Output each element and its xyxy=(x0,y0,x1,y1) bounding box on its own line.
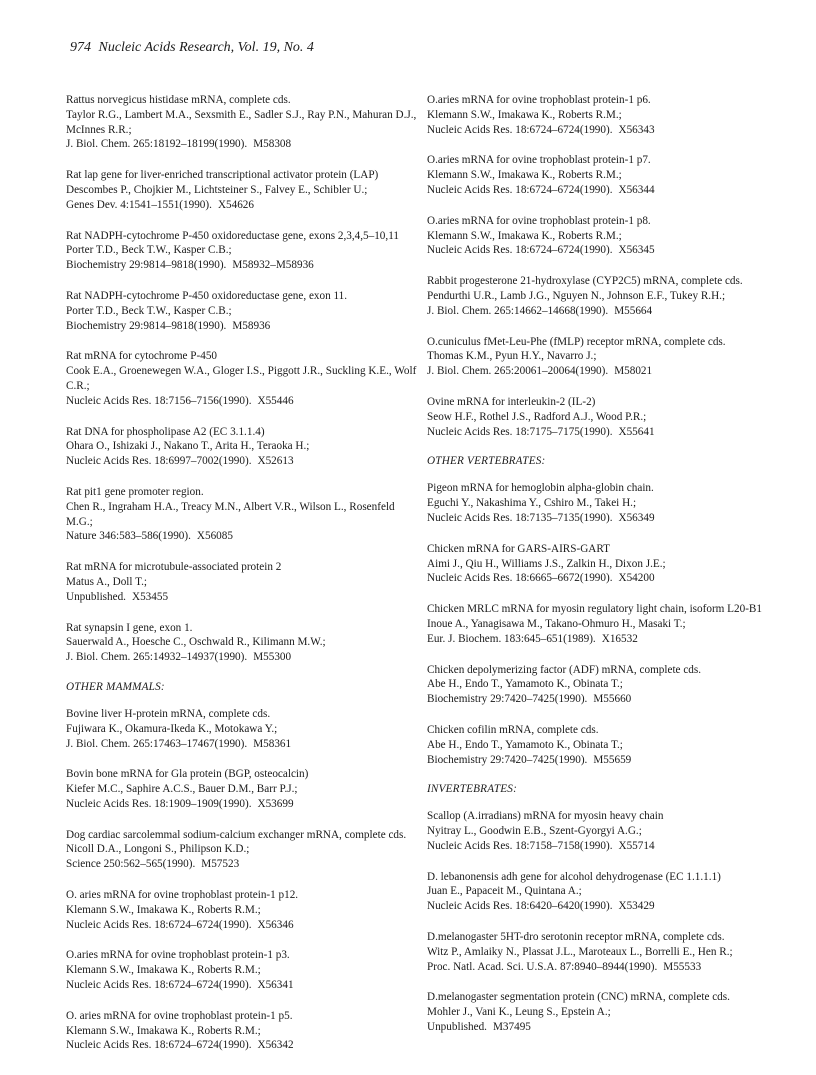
entry-citation-line xyxy=(66,198,422,213)
entry-title: Rat NADPH-cytochrome P-450 oxidoreductase gene, exons 2,3,4,5–10,11 xyxy=(66,229,399,242)
entry-citation-line xyxy=(66,319,422,334)
entry-title: Rat mRNA for cytochrome P-450 xyxy=(66,350,218,363)
entry-title: O.cuniculus fMet-Leu-Phe (fMLP) receptor mRNA, complete cds. xyxy=(427,335,726,348)
entry-citation-line xyxy=(66,454,422,469)
entry-authors: Nicoll D.A., Longoni S., Philipson K.D.; xyxy=(66,843,250,856)
entry-authors: Seow H.F., Rothel J.S., Radford A.J., Wood P.R.; xyxy=(427,410,647,423)
entry-citation-line xyxy=(427,632,783,647)
section-heading: OTHER MAMMALS: xyxy=(66,680,165,693)
entry-citation: Biochemistry 29:7420–7425(1990). xyxy=(427,753,588,766)
sequence-entry xyxy=(427,335,783,379)
sequence-entry xyxy=(427,870,783,914)
entry-title: O.aries mRNA for ovine trophoblast protein-1 p6. xyxy=(427,94,651,106)
section-heading: INVERTEBRATES: xyxy=(427,783,518,796)
entry-citation-line xyxy=(66,1038,422,1053)
entry-citation: Nucleic Acids Res. 18:6724–6724(1990). xyxy=(66,1039,252,1052)
entry-citation: Proc. Natl. Acad. Sci. U.S.A. 87:8940–8944(1990). xyxy=(427,960,658,973)
sequence-entry xyxy=(66,888,422,932)
entry-authors: Descombes P., Chojkier M., Lichtsteiner S., Falvey E., Schibler U.; xyxy=(66,183,368,196)
entry-authors: Klemann S.W., Imakawa K., Roberts R.M.; xyxy=(66,903,261,916)
entry-citation: J. Biol. Chem. 265:14932–14937(1990). xyxy=(66,651,248,664)
entry-accession: X55714 xyxy=(618,839,655,852)
journal-title: Nucleic Acids Research, Vol. 19, No. 4 xyxy=(98,40,314,55)
entry-title: Scallop (A.irradians) mRNA for myosin heavy chain xyxy=(427,810,664,823)
sequence-entry xyxy=(427,395,783,439)
entry-accession: M55533 xyxy=(663,960,702,973)
entry-citation: Eur. J. Biochem. 183:645–651(1989). xyxy=(427,632,596,645)
entry-accession: X56341 xyxy=(257,979,294,992)
entry-authors: Thomas K.M., Pyun H.Y., Navarro J.; xyxy=(427,350,597,363)
entry-citation: Nucleic Acids Res. 18:6724–6724(1990). xyxy=(66,918,252,931)
entry-citation: Genes Dev. 4:1541–1551(1990). xyxy=(66,198,212,211)
entry-citation: Nucleic Acids Res. 18:6724–6724(1990). xyxy=(66,979,252,992)
entry-authors: Mohler J., Vani K., Leung S., Epstein A.; xyxy=(427,1006,611,1019)
sequence-entry xyxy=(427,663,783,707)
sequence-entry xyxy=(66,828,422,872)
entry-accession: X56343 xyxy=(618,123,655,136)
entry-citation: Nucleic Acids Res. 18:7135–7135(1990). xyxy=(427,511,613,524)
entry-accession: M58021 xyxy=(614,365,653,378)
entry-citation: Nucleic Acids Res. 18:7158–7158(1990). xyxy=(427,839,613,852)
entry-citation: Biochemistry 29:9814–9818(1990). xyxy=(66,319,227,332)
entry-title: O. aries mRNA for ovine trophoblast protein-1 p12. xyxy=(66,889,299,902)
entry-authors: Eguchi Y., Nakashima Y., Cshiro M., Takei H.; xyxy=(427,497,637,510)
entry-accession: M55300 xyxy=(253,651,292,664)
entry-title: Pigeon mRNA for hemoglobin alpha-globin chain. xyxy=(427,482,654,495)
sequence-entry xyxy=(66,707,422,751)
entry-accession: X56342 xyxy=(257,1039,294,1052)
entry-citation-line xyxy=(427,1020,783,1035)
entry-accession: X53429 xyxy=(618,900,655,913)
entry-accession: X56344 xyxy=(618,183,655,196)
entry-title: D.melanogaster 5HT-dro serotonin receptor mRNA, complete cds. xyxy=(427,931,725,944)
entry-title: Rat pit1 gene promoter region. xyxy=(66,485,204,498)
entry-authors: Juan E., Papaceit M., Quintana A.; xyxy=(427,885,582,898)
entry-citation: Nucleic Acids Res. 18:6724–6724(1990). xyxy=(427,244,613,257)
entry-authors: Klemann S.W., Imakawa K., Roberts R.M.; xyxy=(427,229,622,242)
sequence-entry xyxy=(427,809,783,853)
entry-title: Chicken MRLC mRNA for myosin regulatory light chain, isoform L20-B1 xyxy=(427,603,762,616)
entry-citation-line xyxy=(427,364,783,379)
entry-accession: M58932–M58936 xyxy=(232,259,314,272)
entry-authors: Nyitray L., Goodwin E.B., Szent-Gyorgyi A.G.; xyxy=(427,825,642,838)
entry-authors: Matus A., Doll T.; xyxy=(66,575,148,588)
entry-citation: Biochemistry 29:9814–9818(1990). xyxy=(66,259,227,272)
entry-accession: X54200 xyxy=(618,572,655,585)
entry-authors: Klemann S.W., Imakawa K., Roberts R.M.; xyxy=(427,108,622,121)
entry-citation: Nucleic Acids Res. 18:6724–6724(1990). xyxy=(427,123,613,136)
sequence-entry xyxy=(66,560,422,604)
entry-title: Rat mRNA for microtubule-associated protein 2 xyxy=(66,561,282,574)
entry-accession: M58308 xyxy=(253,138,292,151)
entry-authors: Porter T.D., Beck T.W., Kasper C.B.; xyxy=(66,304,232,317)
entry-title: Chicken cofilin mRNA, complete cds. xyxy=(427,723,599,736)
entry-citation: Nucleic Acids Res. 18:6665–6672(1990). xyxy=(427,572,613,585)
entry-title: Rat DNA for phospholipase A2 (EC 3.1.1.4) xyxy=(66,425,265,438)
entry-citation: J. Biol. Chem. 265:18192–18199(1990). xyxy=(66,138,248,151)
entry-citation-line xyxy=(66,797,422,812)
entry-citation-line xyxy=(66,137,422,152)
sequence-entry xyxy=(66,168,422,212)
entry-authors: Pendurthi U.R., Lamb J.G., Nguyen N., Johnson E.F., Tukey R.H.; xyxy=(427,289,726,302)
entry-authors: Sauerwald A., Hoesche C., Oschwald R., Kilimann M.W.; xyxy=(66,636,326,649)
sequence-entry xyxy=(66,349,422,408)
entry-title: O.aries mRNA for ovine trophoblast protein-1 p7. xyxy=(427,154,651,167)
entry-citation-line xyxy=(427,183,783,198)
entry-accession: X56349 xyxy=(618,511,655,524)
entry-citation-line xyxy=(427,511,783,526)
entry-citation: Nucleic Acids Res. 18:6420–6420(1990). xyxy=(427,900,613,913)
entry-citation-line xyxy=(66,529,422,544)
entry-authors: Witz P., Amlaiky N., Plassat J.L., Maroteaux L., Borrelli E., Hen R.; xyxy=(427,945,733,958)
entry-title: Bovine liver H-protein mRNA, complete cds. xyxy=(66,707,271,720)
entry-citation: Science 250:562–565(1990). xyxy=(66,858,196,871)
entry-authors: Taylor R.G., Lambert M.A., Sexsmith E., Sadler S.J., Ray P.N., Mahuran D.J., McInnes R.R.; xyxy=(66,108,417,136)
entry-authors: Inoue A., Yanagisawa M., Takano-Ohmuro H., Masaki T.; xyxy=(427,617,686,630)
entry-citation: Nucleic Acids Res. 18:7156–7156(1990). xyxy=(66,394,252,407)
entry-authors: Abe H., Endo T., Yamamoto K., Obinata T.; xyxy=(427,738,623,751)
entry-title: Chicken mRNA for GARS-AIRS-GART xyxy=(427,542,610,555)
sequence-entry xyxy=(427,723,783,767)
entry-accession: X16532 xyxy=(601,632,638,645)
entry-citation: Nucleic Acids Res. 18:6724–6724(1990). xyxy=(427,183,613,196)
sequence-entry xyxy=(427,930,783,974)
entry-accession: X53455 xyxy=(131,590,169,603)
sequence-entry xyxy=(427,153,783,197)
entry-citation: Unpublished. xyxy=(66,590,126,603)
entry-accession: M55664 xyxy=(614,304,653,317)
sequence-entry xyxy=(427,481,783,525)
left-column xyxy=(66,93,422,1069)
sequence-entry xyxy=(427,990,783,1034)
sequence-entry xyxy=(66,621,422,665)
entry-citation: Nucleic Acids Res. 18:1909–1909(1990). xyxy=(66,797,252,810)
sequence-entry xyxy=(66,767,422,811)
sequence-entry xyxy=(66,93,422,152)
sequence-entry xyxy=(66,1009,422,1053)
entry-citation-line xyxy=(66,258,422,273)
entry-accession: M55660 xyxy=(593,693,632,706)
entry-title: Bovin bone mRNA for Gla protein (BGP, osteocalcin) xyxy=(66,768,309,781)
entry-title: Chicken depolymerizing factor (ADF) mRNA, complete cds. xyxy=(427,663,702,676)
entry-citation-line xyxy=(66,394,422,409)
entry-accession: M58361 xyxy=(253,737,292,750)
entry-citation: Nucleic Acids Res. 18:7175–7175(1990). xyxy=(427,425,613,438)
entry-citation-line xyxy=(427,753,783,768)
entry-title: Rat lap gene for liver-enriched transcriptional activator protein (LAP) xyxy=(66,169,379,182)
entry-title: Rabbit progesterone 21-hydroxylase (CYP2C5) mRNA, complete cds. xyxy=(427,275,743,288)
entry-citation-line xyxy=(66,650,422,665)
sequence-entry xyxy=(427,214,783,258)
entry-citation: Nature 346:583–586(1990). xyxy=(66,530,191,543)
entry-title: D. lebanonensis adh gene for alcohol dehydrogenase (EC 1.1.1.1) xyxy=(427,870,721,883)
sequence-entry xyxy=(66,485,422,544)
sequence-entry xyxy=(66,229,422,273)
right-column xyxy=(427,93,783,1051)
entry-citation-line xyxy=(427,123,783,138)
entry-citation-line xyxy=(427,243,783,258)
sequence-entry xyxy=(427,602,783,646)
sequence-entry xyxy=(66,948,422,992)
sequence-entry xyxy=(66,425,422,469)
entry-accession: X53699 xyxy=(257,797,294,810)
entry-citation-line xyxy=(427,839,783,854)
entry-authors: Chen R., Ingraham H.A., Treacy M.N., Albert V.R., Wilson L., Rosenfeld M.G.; xyxy=(66,500,395,528)
entry-citation-line xyxy=(66,978,422,993)
entry-citation-line xyxy=(66,590,422,605)
entry-citation-line xyxy=(427,304,783,319)
entry-citation-line xyxy=(66,737,422,752)
entry-accession: X54626 xyxy=(217,198,254,211)
entry-citation-line xyxy=(66,857,422,872)
entry-citation: Nucleic Acids Res. 18:6997–7002(1990). xyxy=(66,455,252,468)
entry-authors: Kiefer M.C., Saphire A.C.S., Bauer D.M., Barr P.J.; xyxy=(66,783,298,796)
entry-citation-line xyxy=(427,425,783,440)
entry-authors: Klemann S.W., Imakawa K., Roberts R.M.; xyxy=(66,964,261,977)
entry-title: O.aries mRNA for ovine trophoblast protein-1 p3. xyxy=(66,949,290,962)
entry-citation: J. Biol. Chem. 265:17463–17467(1990). xyxy=(66,737,248,750)
entry-authors: Fujiwara K., Okamura-Ikeda K., Motokawa Y.; xyxy=(66,722,278,735)
sequence-entry xyxy=(66,289,422,333)
entry-citation: Unpublished. xyxy=(427,1021,487,1034)
entry-title: Rat NADPH-cytochrome P-450 oxidoreductase gene, exon 11. xyxy=(66,289,348,302)
entry-citation: J. Biol. Chem. 265:20061–20064(1990). xyxy=(427,365,609,378)
entry-title: Ovine mRNA for interleukin-2 (IL-2) xyxy=(427,395,596,408)
entry-citation-line xyxy=(427,571,783,586)
section-heading: OTHER VERTEBRATES: xyxy=(427,455,546,468)
entry-authors: Klemann S.W., Imakawa K., Roberts R.M.; xyxy=(66,1024,261,1037)
entry-accession: X52613 xyxy=(257,455,294,468)
entry-accession: M58936 xyxy=(232,319,271,332)
entry-title: D.melanogaster segmentation protein (CNC) mRNA, complete cds. xyxy=(427,991,730,1004)
entry-accession: X56346 xyxy=(257,918,294,931)
entry-accession: X56345 xyxy=(618,244,655,257)
entry-authors: Porter T.D., Beck T.W., Kasper C.B.; xyxy=(66,244,232,257)
entry-accession: X55446 xyxy=(257,394,294,407)
sequence-entry xyxy=(427,542,783,586)
entry-citation-line xyxy=(427,899,783,914)
entry-accession: X55641 xyxy=(618,425,655,438)
entry-citation: J. Biol. Chem. 265:14662–14668(1990). xyxy=(427,304,609,317)
entry-accession: M57523 xyxy=(201,858,240,871)
entry-title: O.aries mRNA for ovine trophoblast protein-1 p8. xyxy=(427,214,651,227)
entry-accession: M55659 xyxy=(593,753,632,766)
entry-authors: Aimi J., Qiu H., Williams J.S., Zalkin H., Dixon J.E.; xyxy=(427,557,666,570)
entry-title: Rattus norvegicus histidase mRNA, complete cds. xyxy=(66,94,291,106)
entry-citation-line xyxy=(427,692,783,707)
entry-accession: M37495 xyxy=(492,1021,531,1034)
entry-authors: Klemann S.W., Imakawa K., Roberts R.M.; xyxy=(427,169,622,182)
entry-authors: Cook E.A., Groenewegen W.A., Gloger I.S., Piggott J.R., Suckling K.E., Wolf C.R.; xyxy=(66,365,417,392)
entry-authors: Ohara O., Ishizaki J., Nakano T., Arita H., Teraoka H.; xyxy=(66,440,310,453)
entry-authors: Abe H., Endo T., Yamamoto K., Obinata T.; xyxy=(427,678,623,691)
entry-title: Dog cardiac sarcolemmal sodium-calcium exchanger mRNA, complete cds. xyxy=(66,828,407,841)
page-number: 974 xyxy=(70,40,91,55)
entry-accession: X56085 xyxy=(196,530,233,543)
page-header xyxy=(70,40,314,56)
entry-title: Rat synapsin I gene, exon 1. xyxy=(66,621,193,634)
entry-title: O. aries mRNA for ovine trophoblast protein-1 p5. xyxy=(66,1009,293,1022)
entry-citation-line xyxy=(66,918,422,933)
entry-citation: Biochemistry 29:7420–7425(1990). xyxy=(427,693,588,706)
sequence-entry xyxy=(427,274,783,318)
sequence-entry xyxy=(427,93,783,137)
entry-citation-line xyxy=(427,960,783,975)
